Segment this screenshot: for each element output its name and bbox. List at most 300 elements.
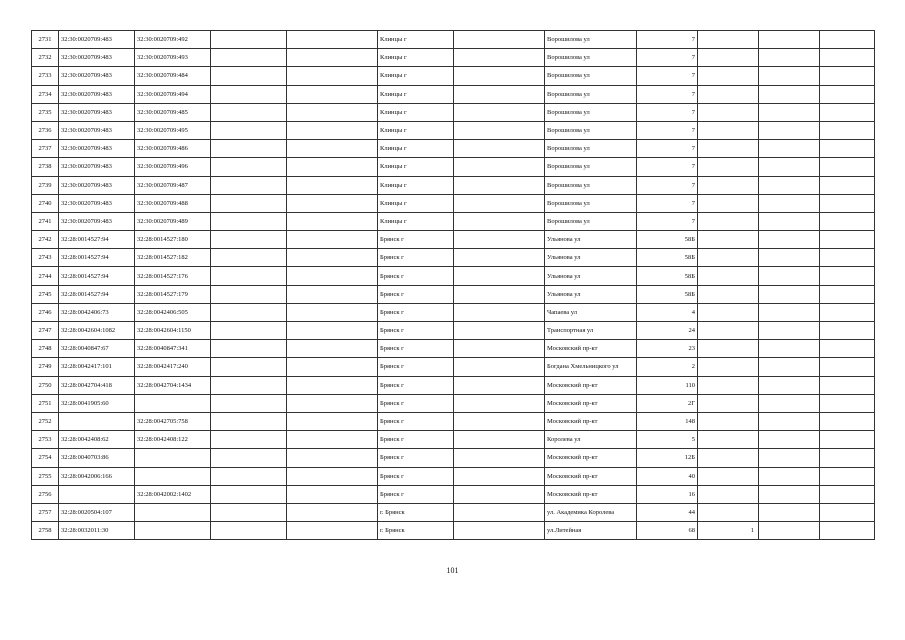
parcel-cadastral-cell: 32:30:0020709:483	[59, 121, 135, 139]
extra-cell	[698, 431, 759, 449]
street-cell: Ульянова ул	[545, 285, 637, 303]
street-cell: Чапаева ул	[545, 303, 637, 321]
table-row	[32, 140, 875, 158]
empty-cell	[211, 31, 287, 49]
empty-cell	[211, 376, 287, 394]
city-cell: Брянск г	[378, 322, 454, 340]
city-cell: Клинцы г	[378, 31, 454, 49]
empty-cell	[820, 49, 875, 67]
extra-cell	[698, 412, 759, 430]
object-cadastral-cell: 32:30:0020709:489	[135, 212, 211, 230]
parcel-cadastral-cell: 32:28:0020504:107	[59, 503, 135, 521]
empty-cell	[759, 267, 820, 285]
empty-cell	[287, 212, 378, 230]
house-number-cell: 7	[637, 121, 698, 139]
object-cadastral-cell: 32:28:0042408:122	[135, 431, 211, 449]
table-row	[32, 176, 875, 194]
object-cadastral-cell: 32:30:0020709:486	[135, 140, 211, 158]
object-cadastral-cell: 32:28:0042704:1434	[135, 376, 211, 394]
house-number-cell: 40	[637, 467, 698, 485]
object-cadastral-cell: 32:28:0042417:240	[135, 358, 211, 376]
city-cell: Брянск г	[378, 303, 454, 321]
empty-cell	[454, 140, 545, 158]
extra-cell	[698, 449, 759, 467]
empty-cell	[454, 485, 545, 503]
house-number-cell: 7	[637, 176, 698, 194]
empty-cell	[454, 358, 545, 376]
empty-cell	[759, 285, 820, 303]
object-cadastral-cell	[135, 394, 211, 412]
row-number-cell: 2752	[32, 412, 59, 430]
table-row	[32, 49, 875, 67]
object-cadastral-cell	[135, 449, 211, 467]
empty-cell	[820, 503, 875, 521]
house-number-cell: 7	[637, 212, 698, 230]
empty-cell	[287, 49, 378, 67]
empty-cell	[287, 449, 378, 467]
extra-cell	[698, 467, 759, 485]
street-cell: Транспортная ул	[545, 322, 637, 340]
empty-cell	[287, 231, 378, 249]
parcel-cadastral-cell: 32:28:0041905:60	[59, 394, 135, 412]
extra-cell	[698, 31, 759, 49]
empty-cell	[454, 394, 545, 412]
empty-cell	[759, 431, 820, 449]
empty-cell	[211, 194, 287, 212]
table-row	[32, 85, 875, 103]
row-number-cell: 2732	[32, 49, 59, 67]
table-row	[32, 503, 875, 521]
empty-cell	[454, 85, 545, 103]
empty-cell	[820, 358, 875, 376]
page-number: 101	[446, 566, 459, 575]
house-number-cell: 7	[637, 194, 698, 212]
empty-cell	[820, 303, 875, 321]
empty-cell	[759, 412, 820, 430]
city-cell: Клинцы г	[378, 194, 454, 212]
empty-cell	[287, 485, 378, 503]
city-cell: Брянск г	[378, 340, 454, 358]
empty-cell	[759, 376, 820, 394]
empty-cell	[759, 503, 820, 521]
empty-cell	[454, 449, 545, 467]
empty-cell	[287, 194, 378, 212]
empty-cell	[211, 503, 287, 521]
parcel-cadastral-cell: 32:28:0040847:67	[59, 340, 135, 358]
parcel-cadastral-cell: 32:28:0014527:94	[59, 249, 135, 267]
parcel-cadastral-cell: 32:30:0020709:483	[59, 67, 135, 85]
parcel-cadastral-cell: 32:30:0020709:483	[59, 85, 135, 103]
empty-cell	[211, 85, 287, 103]
table-row	[32, 394, 875, 412]
object-cadastral-cell: 32:30:0020709:492	[135, 31, 211, 49]
house-number-cell: 7	[637, 49, 698, 67]
object-cadastral-cell: 32:28:0040847:341	[135, 340, 211, 358]
object-cadastral-cell: 32:28:0014527:180	[135, 231, 211, 249]
table-row	[32, 412, 875, 430]
parcel-cadastral-cell: 32:28:0042604:1082	[59, 322, 135, 340]
extra-cell	[698, 67, 759, 85]
empty-cell	[820, 249, 875, 267]
row-number-cell: 2741	[32, 212, 59, 230]
city-cell: Брянск г	[378, 267, 454, 285]
empty-cell	[211, 431, 287, 449]
empty-cell	[211, 394, 287, 412]
empty-cell	[211, 467, 287, 485]
empty-cell	[820, 158, 875, 176]
empty-cell	[759, 140, 820, 158]
table-row	[32, 340, 875, 358]
extra-cell	[698, 503, 759, 521]
parcel-cadastral-cell: 32:28:0040703:86	[59, 449, 135, 467]
parcel-cadastral-cell: 32:28:0032011:30	[59, 522, 135, 540]
parcel-cadastral-cell: 32:28:0042006:166	[59, 467, 135, 485]
empty-cell	[759, 249, 820, 267]
parcel-cadastral-cell: 32:30:0020709:483	[59, 103, 135, 121]
row-number-cell: 2757	[32, 503, 59, 521]
row-number-cell: 2737	[32, 140, 59, 158]
street-cell: Ворошилова ул	[545, 85, 637, 103]
registry-table	[31, 30, 875, 540]
table-row	[32, 121, 875, 139]
empty-cell	[287, 249, 378, 267]
extra-cell	[698, 358, 759, 376]
street-cell: Московский пр-кт	[545, 467, 637, 485]
parcel-cadastral-cell: 32:28:0014527:94	[59, 285, 135, 303]
street-cell: ул.Литейная	[545, 522, 637, 540]
house-number-cell: 23	[637, 340, 698, 358]
extra-cell: 1	[698, 522, 759, 540]
parcel-cadastral-cell: 32:30:0020709:483	[59, 158, 135, 176]
row-number-cell: 2746	[32, 303, 59, 321]
row-number-cell: 2750	[32, 376, 59, 394]
empty-cell	[820, 322, 875, 340]
empty-cell	[211, 176, 287, 194]
empty-cell	[287, 31, 378, 49]
empty-cell	[820, 231, 875, 249]
empty-cell	[820, 121, 875, 139]
extra-cell	[698, 394, 759, 412]
empty-cell	[211, 231, 287, 249]
street-cell: Ворошилова ул	[545, 194, 637, 212]
empty-cell	[820, 376, 875, 394]
street-cell: Ворошилова ул	[545, 176, 637, 194]
street-cell: Ворошилова ул	[545, 140, 637, 158]
empty-cell	[287, 103, 378, 121]
empty-cell	[287, 522, 378, 540]
empty-cell	[759, 67, 820, 85]
house-number-cell: 24	[637, 322, 698, 340]
empty-cell	[287, 158, 378, 176]
empty-cell	[820, 449, 875, 467]
street-cell: Московский пр-кт	[545, 394, 637, 412]
object-cadastral-cell	[135, 503, 211, 521]
row-number-cell: 2745	[32, 285, 59, 303]
empty-cell	[759, 121, 820, 139]
row-number-cell: 2748	[32, 340, 59, 358]
empty-cell	[454, 340, 545, 358]
parcel-cadastral-cell: 32:30:0020709:483	[59, 140, 135, 158]
parcel-cadastral-cell: 32:30:0020709:483	[59, 49, 135, 67]
city-cell: Клинцы г	[378, 49, 454, 67]
extra-cell	[698, 194, 759, 212]
table-row	[32, 67, 875, 85]
empty-cell	[759, 176, 820, 194]
table-row	[32, 31, 875, 49]
house-number-cell: 16	[637, 485, 698, 503]
parcel-cadastral-cell	[59, 412, 135, 430]
extra-cell	[698, 249, 759, 267]
empty-cell	[820, 67, 875, 85]
empty-cell	[820, 340, 875, 358]
empty-cell	[759, 322, 820, 340]
row-number-cell: 2751	[32, 394, 59, 412]
city-cell: Брянск г	[378, 485, 454, 503]
table-row	[32, 194, 875, 212]
empty-cell	[454, 31, 545, 49]
city-cell: Брянск г	[378, 467, 454, 485]
street-cell: Богдана Хмельницкого ул	[545, 358, 637, 376]
empty-cell	[454, 194, 545, 212]
extra-cell	[698, 340, 759, 358]
object-cadastral-cell: 32:30:0020709:488	[135, 194, 211, 212]
empty-cell	[820, 85, 875, 103]
row-number-cell: 2758	[32, 522, 59, 540]
city-cell: Клинцы г	[378, 176, 454, 194]
empty-cell	[454, 249, 545, 267]
empty-cell	[211, 140, 287, 158]
house-number-cell: 58Б	[637, 285, 698, 303]
row-number-cell: 2736	[32, 121, 59, 139]
extra-cell	[698, 176, 759, 194]
empty-cell	[820, 431, 875, 449]
city-cell: Клинцы г	[378, 158, 454, 176]
row-number-cell: 2755	[32, 467, 59, 485]
row-number-cell: 2740	[32, 194, 59, 212]
object-cadastral-cell	[135, 467, 211, 485]
empty-cell	[287, 121, 378, 139]
parcel-cadastral-cell: 32:28:0014527:94	[59, 267, 135, 285]
empty-cell	[211, 485, 287, 503]
city-cell: Брянск г	[378, 231, 454, 249]
empty-cell	[287, 322, 378, 340]
house-number-cell: 5	[637, 431, 698, 449]
row-number-cell: 2742	[32, 231, 59, 249]
empty-cell	[287, 376, 378, 394]
empty-cell	[759, 231, 820, 249]
empty-cell	[287, 394, 378, 412]
empty-cell	[287, 358, 378, 376]
empty-cell	[820, 467, 875, 485]
empty-cell	[454, 121, 545, 139]
street-cell: Ульянова ул	[545, 249, 637, 267]
table-row	[32, 449, 875, 467]
empty-cell	[454, 522, 545, 540]
empty-cell	[759, 85, 820, 103]
empty-cell	[454, 212, 545, 230]
row-number-cell: 2756	[32, 485, 59, 503]
empty-cell	[820, 194, 875, 212]
parcel-cadastral-cell: 32:30:0020709:483	[59, 212, 135, 230]
table-row	[32, 158, 875, 176]
empty-cell	[454, 176, 545, 194]
parcel-cadastral-cell: 32:28:0014527:94	[59, 231, 135, 249]
table-row	[32, 431, 875, 449]
empty-cell	[454, 303, 545, 321]
row-number-cell: 2739	[32, 176, 59, 194]
empty-cell	[454, 376, 545, 394]
extra-cell	[698, 140, 759, 158]
parcel-cadastral-cell: 32:30:0020709:483	[59, 31, 135, 49]
table-row	[32, 249, 875, 267]
table-body	[32, 31, 875, 540]
empty-cell	[211, 103, 287, 121]
extra-cell	[698, 285, 759, 303]
row-number-cell: 2749	[32, 358, 59, 376]
empty-cell	[287, 467, 378, 485]
empty-cell	[454, 49, 545, 67]
empty-cell	[820, 285, 875, 303]
table-row	[32, 267, 875, 285]
empty-cell	[759, 303, 820, 321]
empty-cell	[759, 449, 820, 467]
empty-cell	[211, 449, 287, 467]
house-number-cell: 58Б	[637, 249, 698, 267]
row-number-cell: 2731	[32, 31, 59, 49]
empty-cell	[211, 358, 287, 376]
empty-cell	[759, 358, 820, 376]
street-cell: Московский пр-кт	[545, 376, 637, 394]
table-row	[32, 322, 875, 340]
empty-cell	[454, 412, 545, 430]
empty-cell	[211, 67, 287, 85]
document-table-wrapper	[31, 30, 874, 540]
table-row	[32, 358, 875, 376]
empty-cell	[287, 67, 378, 85]
empty-cell	[211, 340, 287, 358]
house-number-cell: 148	[637, 412, 698, 430]
house-number-cell: 7	[637, 140, 698, 158]
extra-cell	[698, 85, 759, 103]
table-row	[32, 285, 875, 303]
house-number-cell: 7	[637, 85, 698, 103]
city-cell: Брянск г	[378, 394, 454, 412]
empty-cell	[820, 394, 875, 412]
empty-cell	[759, 103, 820, 121]
empty-cell	[454, 285, 545, 303]
parcel-cadastral-cell	[59, 485, 135, 503]
city-cell: Брянск г	[378, 358, 454, 376]
city-cell: Брянск г	[378, 412, 454, 430]
house-number-cell: 2	[637, 358, 698, 376]
empty-cell	[211, 49, 287, 67]
object-cadastral-cell: 32:28:0042705:758	[135, 412, 211, 430]
empty-cell	[759, 340, 820, 358]
extra-cell	[698, 231, 759, 249]
house-number-cell: 7	[637, 103, 698, 121]
empty-cell	[759, 485, 820, 503]
empty-cell	[287, 176, 378, 194]
extra-cell	[698, 303, 759, 321]
row-number-cell: 2738	[32, 158, 59, 176]
empty-cell	[759, 212, 820, 230]
street-cell: Московский пр-кт	[545, 412, 637, 430]
extra-cell	[698, 376, 759, 394]
empty-cell	[211, 212, 287, 230]
empty-cell	[454, 467, 545, 485]
house-number-cell: 7	[637, 31, 698, 49]
table-row	[32, 376, 875, 394]
street-cell: Ульянова ул	[545, 231, 637, 249]
extra-cell	[698, 267, 759, 285]
empty-cell	[287, 503, 378, 521]
empty-cell	[287, 340, 378, 358]
empty-cell	[759, 522, 820, 540]
empty-cell	[820, 176, 875, 194]
empty-cell	[211, 522, 287, 540]
empty-cell	[454, 322, 545, 340]
street-cell: Ворошилова ул	[545, 158, 637, 176]
empty-cell	[454, 431, 545, 449]
table-row	[32, 303, 875, 321]
house-number-cell: 58Б	[637, 231, 698, 249]
table-row	[32, 212, 875, 230]
row-number-cell: 2743	[32, 249, 59, 267]
table-row	[32, 485, 875, 503]
house-number-cell: 44	[637, 503, 698, 521]
parcel-cadastral-cell: 32:28:0042704:418	[59, 376, 135, 394]
street-cell: ул. Академика Королева	[545, 503, 637, 521]
city-cell: Клинцы г	[378, 212, 454, 230]
empty-cell	[759, 194, 820, 212]
parcel-cadastral-cell: 32:30:0020709:483	[59, 194, 135, 212]
street-cell: Ульянова ул	[545, 267, 637, 285]
empty-cell	[211, 121, 287, 139]
empty-cell	[287, 412, 378, 430]
table-row	[32, 467, 875, 485]
street-cell: Ворошилова ул	[545, 49, 637, 67]
empty-cell	[211, 267, 287, 285]
house-number-cell: 7	[637, 158, 698, 176]
extra-cell	[698, 103, 759, 121]
empty-cell	[759, 31, 820, 49]
extra-cell	[698, 121, 759, 139]
empty-cell	[211, 285, 287, 303]
table-row	[32, 522, 875, 540]
extra-cell	[698, 49, 759, 67]
table-row	[32, 103, 875, 121]
object-cadastral-cell: 32:30:0020709:484	[135, 67, 211, 85]
street-cell: Ворошилова ул	[545, 103, 637, 121]
parcel-cadastral-cell: 32:30:0020709:483	[59, 176, 135, 194]
empty-cell	[211, 158, 287, 176]
empty-cell	[454, 231, 545, 249]
city-cell: Брянск г	[378, 376, 454, 394]
object-cadastral-cell: 32:28:0042604:1150	[135, 322, 211, 340]
object-cadastral-cell: 32:30:0020709:496	[135, 158, 211, 176]
empty-cell	[820, 267, 875, 285]
street-cell: Ворошилова ул	[545, 212, 637, 230]
street-cell: Московский пр-кт	[545, 449, 637, 467]
house-number-cell: 58Б	[637, 267, 698, 285]
street-cell: Ворошилова ул	[545, 67, 637, 85]
house-number-cell: 68	[637, 522, 698, 540]
empty-cell	[759, 467, 820, 485]
empty-cell	[759, 394, 820, 412]
city-cell: г. Брянск	[378, 522, 454, 540]
empty-cell	[820, 103, 875, 121]
object-cadastral-cell: 32:30:0020709:493	[135, 49, 211, 67]
